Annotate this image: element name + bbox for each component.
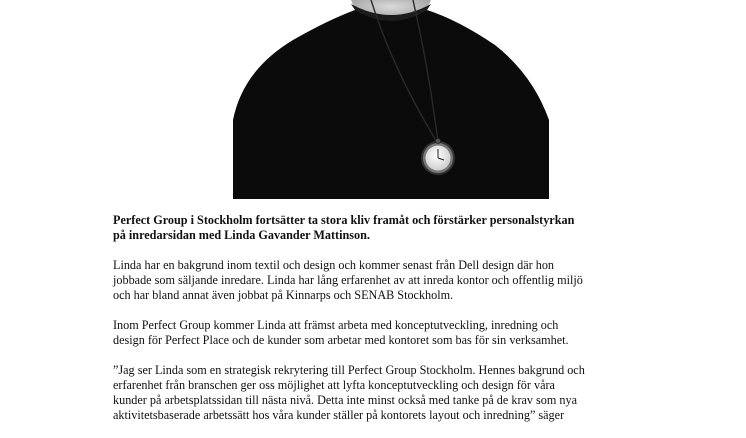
paragraph-line: Linda har en bakgrund inom textil och design och kommer senast från Dell design där hon (113, 258, 555, 272)
headline-line: Perfect Group i Stockholm fortsätter ta stora kliv framåt och förstärker personalstyrkan (113, 213, 575, 227)
headline (113, 213, 643, 243)
headline-line: på inredarsidan med Linda Gavander Mattinson. (113, 228, 370, 242)
portrait-photo-icon (233, 0, 549, 199)
paragraph-line: ”Jag ser Linda som en strategisk rekrytering till Perfect Group Stockholm. Hennes bakgrund och (113, 363, 585, 377)
paragraph-line: aktivitetsbaserade arbetssätt hos våra kunder ställer på kontorets layout och inredning” säger (113, 408, 565, 422)
paragraph-background (113, 258, 643, 303)
portrait-photo (233, 0, 549, 199)
paragraph-line: kunder på arbetsplatssidan till nästa nivå. Detta inte minst också med tanke på de krav som nya (113, 393, 578, 407)
paragraph-line: och har bland annat även jobbat på Kinnarps och SENAB Stockholm. (113, 288, 454, 302)
paragraph-line: Inom Perfect Group kommer Linda att främst arbeta med konceptutveckling, inredning och (113, 318, 559, 332)
paragraph-line: design för Perfect Place och de kunder som arbetar med kontoret som bas för sin verksamhet. (113, 333, 569, 347)
paragraph-line: jobbade som säljande inredare. Linda har lång erfarenhet av att inreda kontor och offentlig miljö (113, 273, 583, 287)
paragraph-role (113, 318, 643, 348)
paragraph-quote (113, 363, 643, 423)
paragraph-line: erfarenhet från branschen ger oss möjlighet att lyfta konceptutveckling och design för våra (113, 378, 555, 392)
press-release-body (113, 213, 643, 438)
